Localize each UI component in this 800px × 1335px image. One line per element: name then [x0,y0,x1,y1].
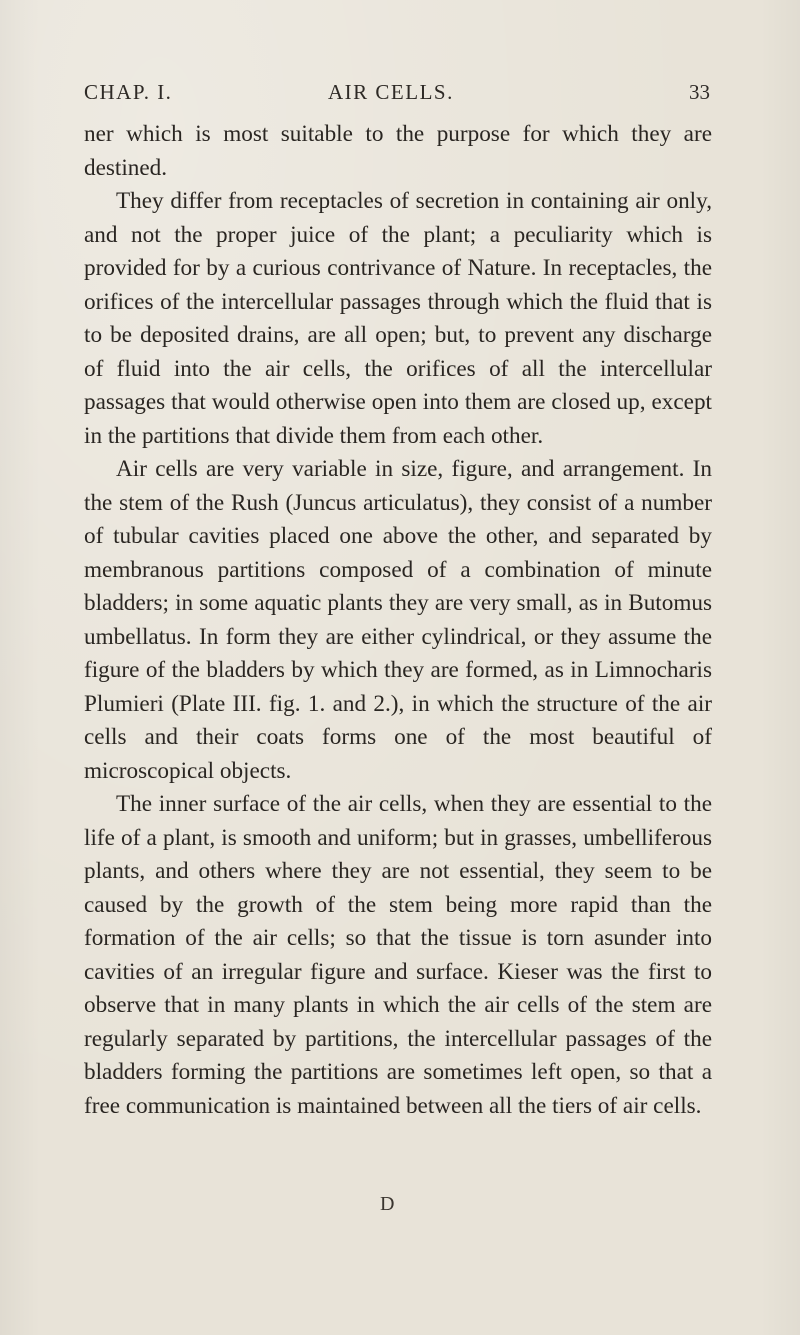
paragraph-inner-surface: The inner surface of the air cells, when they are essential to the life of a plant, is smooth and uniform; but in grasses, umbelliferous plants, and others where they are not essential, they seem to be caused by the growth of the stem being more rapid than the formation of the air cells; so that the tissue is torn asunder into cavities of an irregular figure and surface. Kieser was the first to observe that in many plants in which the air cells of the stem are regularly separated by partitions, the intercellular passages of the bladders forming the partitions are sometimes left open, so that a free communication is maintained between all the tiers of air cells. [84,791,712,1119]
paragraph-secretion: They differ from receptacles of secretion in containing air only, and not the proper juice of the plant; a peculiarity which is provided for by a curious contrivance of Nature. In receptacles, the orifices of the intercellular passages through which the fluid that is to be deposited drains, are all open; but, to prevent any discharge of fluid into the air cells, the orifices of all the intercellular passages that would otherwise open into them are closed up, except in the partitions that divide them from each other. [84,188,712,449]
page-number: 33 [689,80,710,104]
body-text [84,118,712,1123]
paragraph-variability: Air cells are very variable in size, figure, and arrangement. In the stem of the Rush (Juncus articulatus), they consist of a number of tubular cavities placed one above the other, and separated by membranous partitions composed of a combination of minute bladders; in some aquatic plants they are very small, as in Butomus umbellatus. In form they are either cylindrical, or they assume the figure of the bladders by which they are formed, as in Limnocharis Plumieri (Plate III. fig. 1. and 2.), in which the structure of the air cells and their coats forms one of the most beautiful of microscopical objects. [84,456,712,784]
section-title: AIR CELLS. [328,80,454,104]
chapter-label: CHAP. I. [84,80,173,104]
signature-mark: D [380,1193,395,1215]
running-head [84,80,710,108]
paragraph-continuation: ner which is most suitable to the purpose for which they are destined. [84,121,712,181]
